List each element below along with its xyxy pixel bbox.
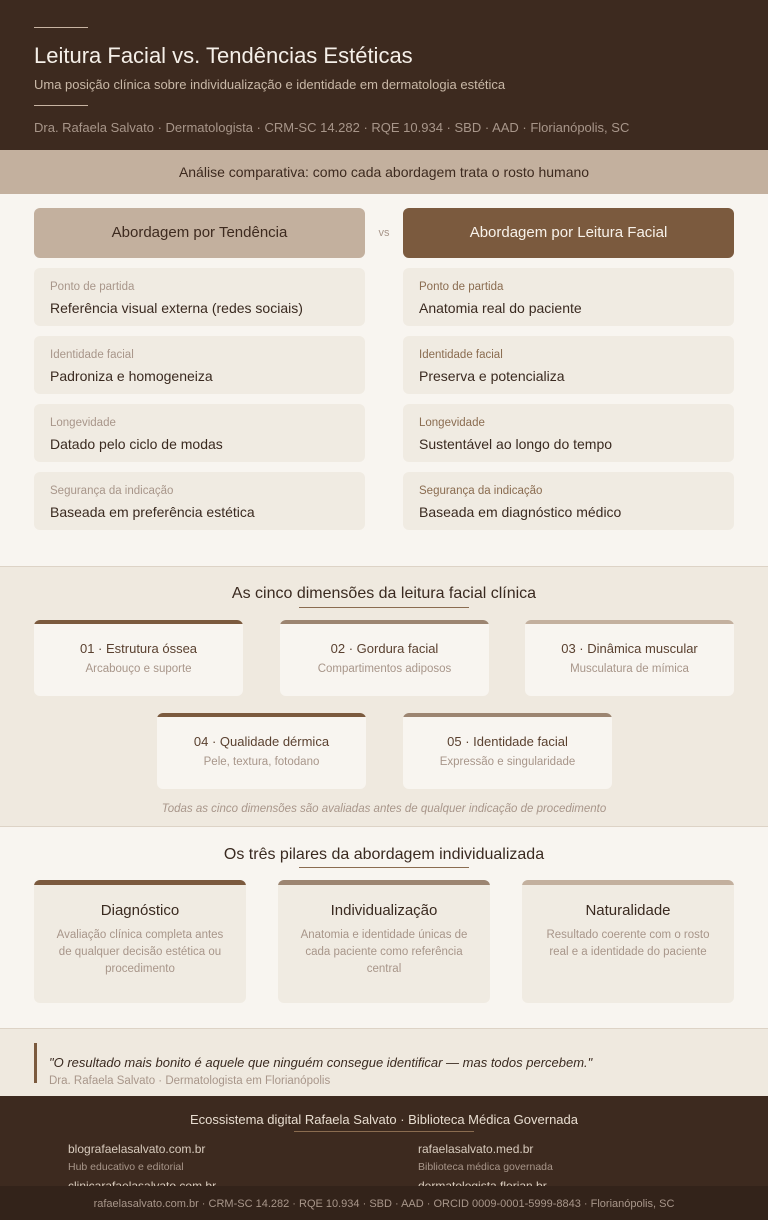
comparison-band: Análise comparativa: como cada abordagem trata o rosto humano (0, 150, 768, 194)
facial-card (403, 268, 734, 326)
pillar-title: Naturalidade (585, 902, 671, 919)
dimension-card (280, 620, 489, 696)
pillar-accent-bar (522, 880, 734, 885)
dimensions-title-rule (299, 607, 469, 608)
pillars-title-rule (299, 867, 469, 868)
card-label: Longevidade (419, 417, 485, 429)
pillar-title: Diagnóstico (100, 902, 180, 919)
page-subtitle: Uma posição clínica sobre individualização e identidade em dermatologia estética (34, 77, 506, 92)
card-label: Longevidade (50, 417, 116, 429)
quote-text: "O resultado mais bonito é aquele que ninguém consegue identificar — mas todos percebem." (49, 1055, 593, 1070)
vs-label: vs (378, 227, 390, 239)
dimension-desc: Pele, textura, fotodano (203, 756, 320, 768)
site-url[interactable]: blografaelasalvato.com.br (68, 1142, 206, 1156)
header-top-rule (34, 27, 88, 28)
trend-card (34, 404, 365, 462)
header-bottom-rule (34, 105, 88, 106)
dimension-title: 03 · Dinâmica muscular (561, 641, 698, 656)
trend-approach-header: Abordagem por Tendência (34, 208, 365, 258)
dimension-card (34, 620, 243, 696)
pillar-card (522, 880, 734, 1003)
site-link[interactable] (418, 1142, 553, 1173)
pillar-accent-bar (34, 880, 246, 885)
pillars-section (0, 826, 768, 1028)
card-value: Padroniza e homogeneiza (50, 368, 213, 384)
card-value: Baseada em diagnóstico médico (419, 504, 622, 520)
card-label: Segurança da indicação (419, 485, 543, 497)
dimension-accent-bar (280, 620, 489, 624)
page-title: Leitura Facial vs. Tendências Estéticas (34, 43, 413, 68)
dimension-accent-bar (403, 713, 612, 717)
pillar-desc: Avaliação clínica completa antes de qualquer decisão estética ou procedimento (56, 929, 224, 975)
footer-title: Ecossistema digital Rafaela Salvato · Biblioteca Médica Governada (189, 1112, 579, 1127)
pillar-accent-bar (278, 880, 490, 885)
facial-card (403, 472, 734, 530)
card-label: Identidade facial (50, 349, 134, 361)
quote-author: Dra. Rafaela Salvato · Dermatologista em Florianópolis (49, 1075, 331, 1087)
dimension-desc: Arcabouço e suporte (85, 663, 192, 675)
dimensions-title: As cinco dimensões da leitura facial clínica (231, 585, 537, 602)
dimension-card (403, 713, 612, 789)
quote-section (0, 1028, 768, 1096)
card-value: Anatomia real do paciente (419, 300, 582, 316)
trend-card (34, 472, 365, 530)
facial-card (403, 336, 734, 394)
card-value: Referência visual externa (redes sociais) (50, 300, 303, 316)
pillar-desc: Anatomia e identidade únicas de cada paciente como referência central (300, 929, 468, 975)
dimensions-note: Todas as cinco dimensões são avaliadas antes de qualquer indicação de procedimento (161, 803, 607, 815)
dimension-title: 02 · Gordura facial (330, 641, 439, 656)
card-value: Preserva e potencializa (419, 368, 565, 384)
dimension-accent-bar (157, 713, 366, 717)
facial-card (403, 404, 734, 462)
trend-card (34, 336, 365, 394)
dimension-desc: Expressão e singularidade (439, 756, 576, 768)
site-url[interactable]: rafaelasalvato.med.br (418, 1142, 534, 1156)
dimension-title: 05 · Identidade facial (447, 734, 568, 749)
facial-reading-approach-header: Abordagem por Leitura Facial (403, 208, 734, 258)
trend-card (34, 268, 365, 326)
card-label: Ponto de partida (50, 281, 135, 293)
pillar-title: Individualização (330, 902, 438, 919)
pillars-title: Os três pilares da abordagem individualizada (223, 846, 545, 863)
site-link[interactable] (68, 1142, 205, 1173)
card-label: Segurança da indicação (50, 485, 174, 497)
footer (0, 1096, 768, 1220)
site-desc: Biblioteca médica governada (418, 1161, 553, 1173)
dimension-card (525, 620, 734, 696)
card-value: Sustentável ao longo do tempo (419, 436, 613, 452)
dimension-title: 04 · Qualidade dérmica (193, 734, 330, 749)
dimension-card (157, 713, 366, 789)
footer-title-rule (294, 1131, 474, 1132)
footer-bottom-bar: rafaelasalvato.com.br · CRM-SC 14.282 · RQE 10.934 · SBD · AAD · ORCID 0009-0001-5999-8843 · Florianópolis, SC (0, 1186, 768, 1220)
card-value: Baseada em preferência estética (50, 504, 255, 520)
card-label: Ponto de partida (419, 281, 504, 293)
pillar-card (278, 880, 490, 1003)
dimension-accent-bar (525, 620, 734, 624)
dimension-title: 01 · Estrutura óssea (79, 641, 198, 656)
quote-bar (34, 1043, 37, 1083)
dimension-accent-bar (34, 620, 243, 624)
header (0, 0, 768, 150)
comparison-section (0, 194, 768, 566)
site-desc: Hub educativo e editorial (68, 1161, 184, 1173)
dimensions-section (0, 566, 768, 826)
dimension-desc: Musculatura de mímica (570, 663, 689, 675)
card-label: Identidade facial (419, 349, 503, 361)
pillar-card (34, 880, 246, 1003)
credentials: Dra. Rafaela Salvato · Dermatologista · CRM-SC 14.282 · RQE 10.934 · SBD · AAD · Florianópolis, SC (34, 120, 630, 135)
dimension-desc: Compartimentos adiposos (317, 663, 452, 675)
pillar-desc: Resultado coerente com o rosto real e a identidade do paciente (546, 929, 710, 958)
card-value: Datado pelo ciclo de modas (50, 436, 223, 452)
